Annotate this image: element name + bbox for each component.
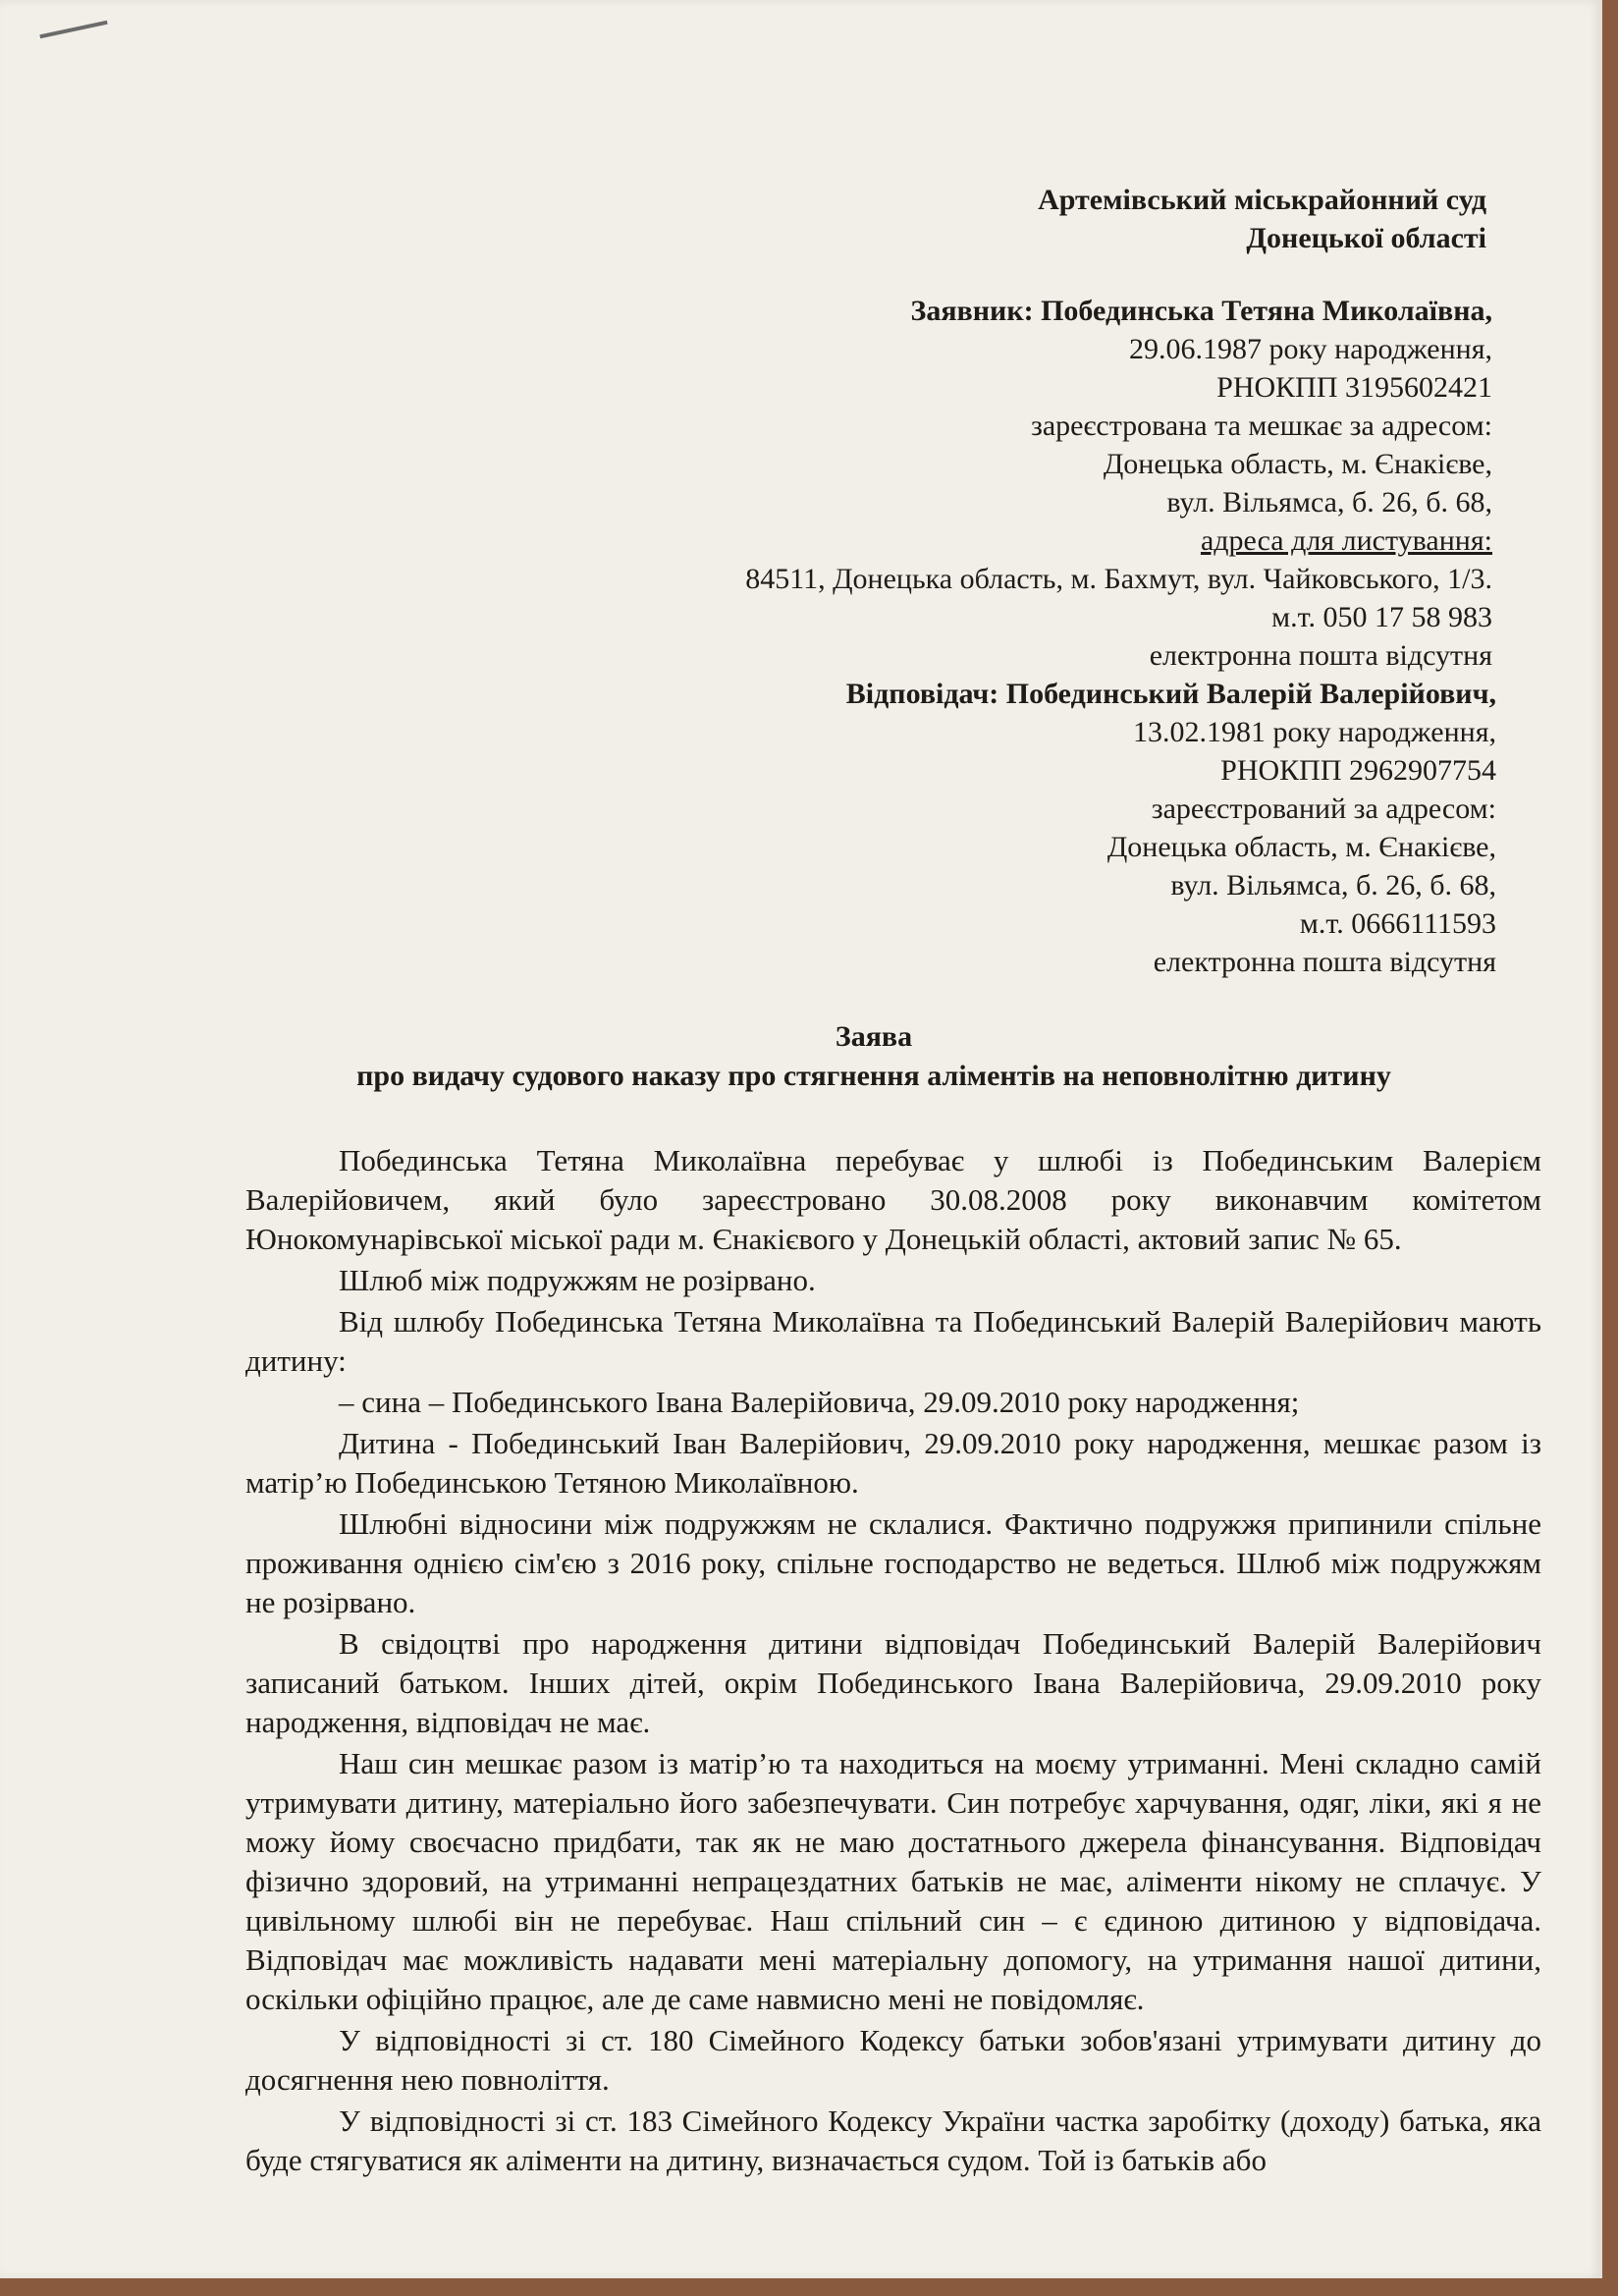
paragraph: Наш син мешкає разом із матір’ю та находиться на моєму утриманні. Мені складно самій утримувати дитину, матеріально його забезпечувати. Син потребує харчування, одяг, ліки, які я не можу йому своєчасно придбати, так як не маю достатнього джерела фінансування. Відповідач фізично здоровий, на утриманні непрацездатних батьків не має, аліменти нікому не сплачує. У цивільному шлюбі він не перебуває. Наш спільний син – є єдиною дитиною у відповідача. Відповідач має можливість надавати мені матеріальну допомогу, на утримання нашої дитини, оскільки офіційно працює, але де саме навмисно мені не повідомляє. (245, 1746, 1541, 2016)
respondent-phone: м.т. 0666111593 (1299, 907, 1496, 940)
paragraph: Дитина - Побединський Іван Валерійович, 29.09.2010 року народження, мешкає разом із матір’ю Побединською Тетяною Миколаївною. (245, 1426, 1541, 1500)
respondent-address-2: вул. Вільямса, б. 26, б. 68, (1170, 869, 1496, 902)
court-addressee (1038, 181, 1486, 257)
document-title (275, 1017, 1473, 1096)
respondent-birth: 13.02.1981 року народження, (1133, 716, 1496, 748)
respondent-registered: зареєстрований за адресом: (1151, 793, 1496, 825)
paragraph: Шлюб між подружжям не розірвано. (339, 1263, 816, 1297)
court-name: Артемівський міськрайонний суд (1038, 184, 1486, 216)
applicant-tax-id: РНОКПП 3195602421 (1216, 371, 1492, 404)
scan-mark (39, 21, 107, 38)
court-region: Донецької області (1246, 222, 1486, 254)
paragraph: Від шлюбу Побединська Тетяна Миколаївна та Побединський Валерій Валерійович мають дитину: (245, 1304, 1541, 1378)
respondent-email: електронна пошта відсутня (1153, 946, 1496, 978)
title-line-1: Заява (835, 1020, 913, 1053)
applicant-address-2: вул. Вільямса, б. 26, б. 68, (1166, 486, 1492, 519)
applicant-birth: 29.06.1987 року народження, (1129, 333, 1492, 365)
applicant-phone: м.т. 050 17 58 983 (1271, 601, 1492, 633)
applicant-name: Заявник: Побединська Тетяна Миколаївна, (910, 295, 1492, 327)
applicant-address-1: Донецька область, м. Єнакієве, (1103, 448, 1492, 480)
paragraph: У відповідності зі ст. 180 Сімейного Кодексу батьки зобов'язані утримувати дитину до досягнення нею повноліття. (245, 2023, 1541, 2097)
respondent-block (846, 675, 1496, 981)
list-item: – сина – Побединського Івана Валерійовича, 29.09.2010 року народження; (339, 1385, 1300, 1419)
applicant-mail-address: 84511, Донецька область, м. Бахмут, вул. Чайковського, 1/3. (745, 563, 1492, 595)
respondent-tax-id: РНОКПП 2962907754 (1220, 754, 1496, 787)
respondent-address-1: Донецька область, м. Єнакієве, (1106, 831, 1496, 863)
paragraph: У відповідності зі ст. 183 Сімейного Кодексу України частка заробітку (доходу) батька, яка буде стягуватися як аліменти на дитину, визначається судом. Той із батьків або (245, 2104, 1541, 2177)
applicant-email: електронна пошта відсутня (1149, 639, 1492, 672)
applicant-mail-label: адреса для листування: (1200, 524, 1492, 557)
applicant-block (745, 292, 1492, 675)
paragraph: В свідоцтві про народження дитини відповідач Побединський Валерій Валерійович записаний батьком. Інших дітей, окрім Побединського Івана Валерійовича, 29.09.2010 року народження, відповідач не має. (245, 1626, 1541, 1739)
title-line-2: про видачу судового наказу про стягнення аліментів на неповнолітню дитину (356, 1060, 1391, 1092)
respondent-name: Відповідач: Побединський Валерій Валерійович, (845, 678, 1496, 710)
paragraph: Шлюбні відносини між подружжям не склалися. Фактично подружжя припинили спільне проживання однією сім'єю з 2016 року, спільне господарство не ведеться. Шлюб між подружжям не розірвано. (245, 1506, 1541, 1619)
document-body (245, 1141, 1541, 2182)
paragraph: Побединська Тетяна Миколаївна перебуває у шлюбі із Побединським Валерієм Валерійовичем, який було зареєстровано 30.08.2008 року виконавчим комітетом Юнокомунарівської міської ради м. Єнакієвого у Донецькій області, актовий запис № 65. (245, 1143, 1541, 1256)
applicant-registered: зареєстрована та мешкає за адресом: (1031, 410, 1492, 442)
